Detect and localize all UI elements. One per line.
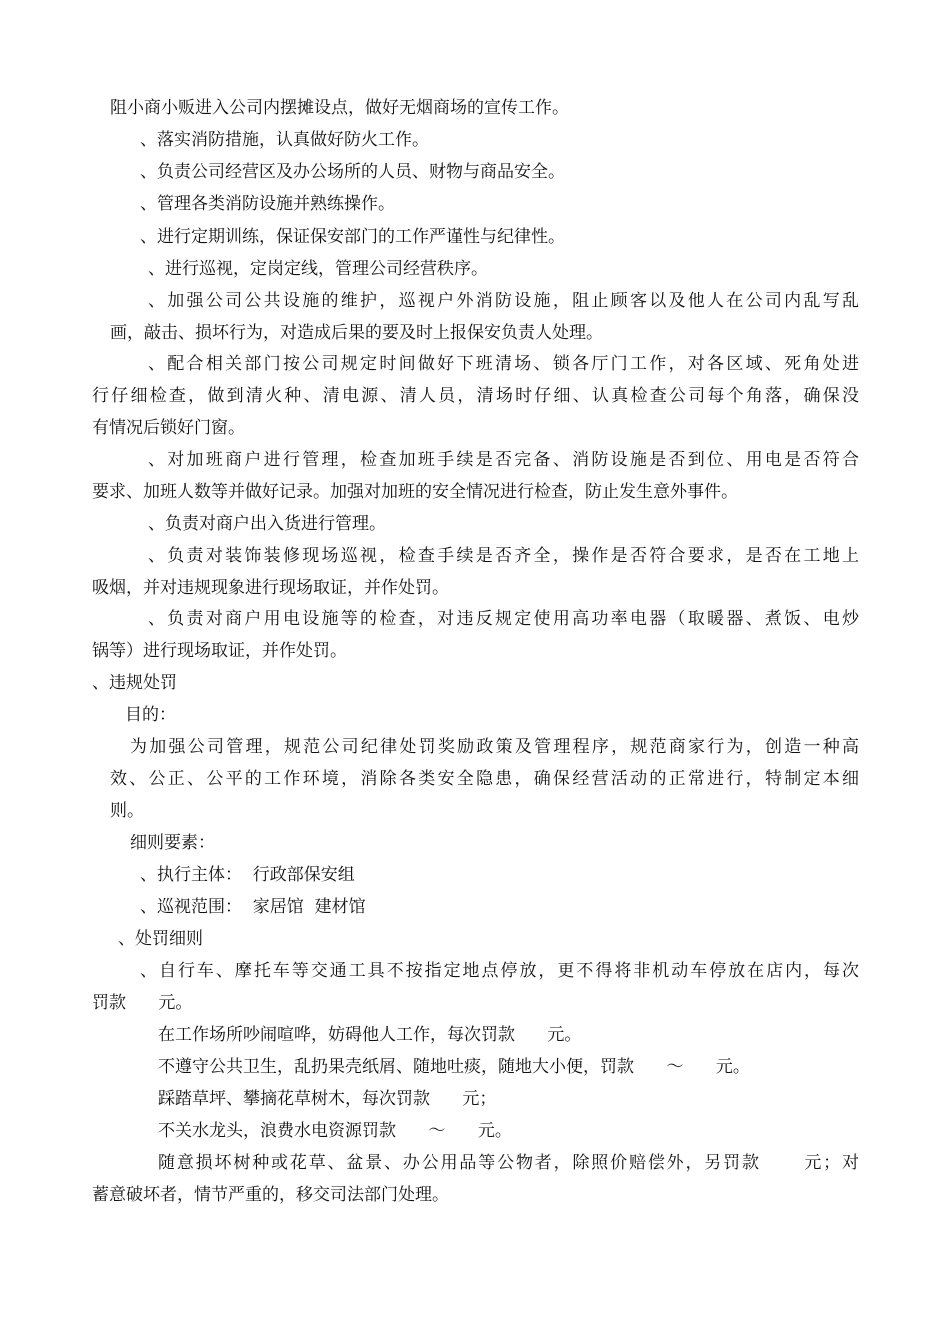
list-item: 、进行巡视，定岗定线，管理公司经营秩序。: [148, 259, 488, 279]
text-line: 吸烟，并对违规现象进行现场取证，并作处罚。: [92, 578, 449, 598]
list-item: 、配合相关部门按公司规定时间做好下班清场、锁各厅门工作，对各区域、死角处进: [148, 354, 859, 374]
rule-item: 不关水龙头，浪费水电资源罚款 ～ 元。: [158, 1121, 512, 1141]
list-item: 、负责对商户出入货进行管理。: [148, 514, 386, 534]
text-line: 锅等）进行现场取证，并作处罚。: [92, 641, 347, 661]
text-line: 要求、加班人数等并做好记录。加强对加班的安全情况进行检查，防止发生意外事件。: [92, 482, 738, 502]
list-item: 、负责对装饰装修现场巡视，检查手续是否齐全，操作是否符合要求，是否在工地上: [148, 546, 859, 566]
sub-heading: 目的：: [125, 705, 176, 725]
text-line: 蓄意破坏者，情节严重的，移交司法部门处理。: [92, 1185, 449, 1205]
section-heading: 、处罚细则: [118, 929, 203, 949]
rule-item: 在工作场所吵闹喧哗，妨碍他人工作，每次罚款 元。: [158, 1025, 582, 1045]
text-line: 罚款 元。: [92, 993, 193, 1013]
list-item: 、管理各类消防设施并熟练操作。: [140, 194, 395, 214]
list-item: 、对加班商户进行管理，检查加班手续是否完备、消防设施是否到位、用电是否符合: [148, 450, 859, 470]
list-item: 、负责公司经营区及办公场所的人员、财物与商品安全。: [140, 162, 565, 182]
rule-item: 踩踏草坪、攀摘花草树木，每次罚款 元；: [158, 1089, 497, 1109]
text-line: 行仔细检查，做到清火种、清电源、清人员，清场时仔细、认真检查公司每个角落，确保没: [92, 386, 859, 406]
list-item: 、负责对商户用电设施等的检查，对违反规定使用高功率电器（取暖器、煮饭、电炒: [148, 609, 859, 629]
rule-item: 随意损坏树种或花草、盆景、办公用品等公物者，除照价赔偿外，另罚款 元；对: [158, 1153, 859, 1173]
list-item: 、巡视范围： 家居馆 建材馆: [140, 897, 366, 917]
list-item: 、加强公司公共设施的维护，巡视户外消防设施，阻止顾客以及他人在公司内乱写乱: [148, 291, 859, 311]
list-item: 、执行主体： 行政部保安组: [140, 865, 355, 885]
paragraph-line: 为加强公司管理，规范公司纪律处罚奖励政策及管理程序，规范商家行为，创造一种高: [130, 737, 859, 757]
rule-item: 不遵守公共卫生，乱扔果壳纸屑、随地吐痰，随地大小便，罚款 ～ 元。: [158, 1057, 750, 1077]
paragraph-line: 效、公正、公平的工作环境，消除各类安全隐患，确保经营活动的正常进行，特制定本细: [110, 769, 859, 789]
text-line: 有情况后锁好门窗。: [92, 418, 245, 438]
list-item: 、进行定期训练，保证保安部门的工作严谨性与纪律性。: [140, 227, 565, 247]
paragraph-line: 则。: [110, 801, 144, 821]
sub-heading: 细则要素：: [130, 833, 215, 853]
list-item: 、落实消防措施，认真做好防火工作。: [140, 130, 429, 150]
section-heading: 、违规处罚: [92, 673, 177, 693]
text-line: 画，敲击、损坏行为，对造成后果的要及时上报保安负责人处理。: [110, 323, 603, 343]
text-line: 阻小商小贩进入公司内摆摊设点，做好无烟商场的宣传工作。: [110, 98, 569, 118]
list-item: 、自行车、摩托车等交通工具不按指定地点停放，更不得将非机动车停放在店内，每次: [140, 961, 859, 981]
